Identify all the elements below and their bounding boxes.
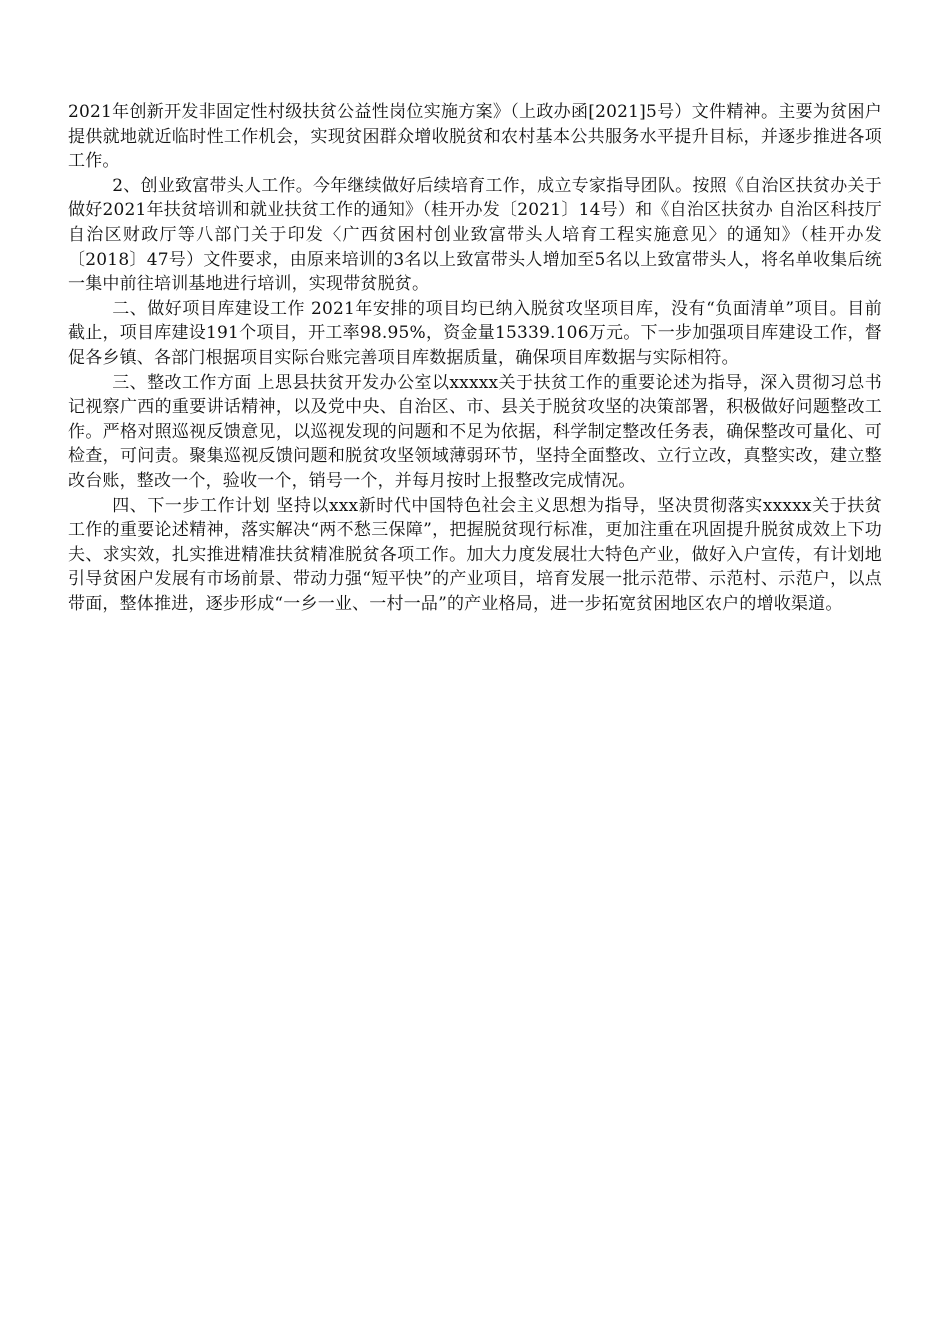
paragraph-rectification: 三、整改工作方面 上思县扶贫开发办公室以xxxxx关于扶贫工作的重要论述为指导，深入贯彻习总书记视察广西的重要讲话精神，以及党中央、自治区、市、县关于脱贫攻坚的决策部署，积极做好问题整改工作。严格对照巡视反馈意见，以巡视发现的问题和不足为依据，科学制定整改任务表，确保整改可量化、可检查，可问责。聚集巡视反馈问题和脱贫攻坚领域薄弱环节，坚持全面整改、立行立改，真整实改，建立整改台账，整改一个，验收一个，销号一个，并每月按时上报整改完成情况。 bbox=[68, 372, 882, 491]
paragraph-project-library: 二、做好项目库建设工作 2021年安排的项目均已纳入脱贫攻坚项目库，没有“负面清单”项目。目前截止，项目库建设191个项目，开工率98.95%，资金量15339.106万元。下一步加强项目库建设工作，督促各乡镇、各部门根据项目实际台账完善项目库数据质量，确保项目库数据与实际相符。 bbox=[68, 298, 882, 368]
paragraph-next-plan: 四、下一步工作计划 坚持以xxx新时代中国特色社会主义思想为指导，坚决贯彻落实xxxxx关于扶贫工作的重要论述精神，落实解决“两不愁三保障”，把握脱贫现行标准，更加注重在巩固提升脱贫成效上下功夫、求实效，扎实推进精准扶贫精准脱贫各项工作。加大力度发展壮大特色产业，做好入户宣传，有计划地引导贫困户发展有市场前景、带动力强“短平快”的产业项目，培育发展一批示范带、示范村、示范户，以点带面，整体推进，逐步形成“一乡一业、一村一品”的产业格局，进一步拓宽贫困地区农户的增收渠道。 bbox=[68, 495, 882, 614]
paragraph-leader-training: 2、创业致富带头人工作。今年继续做好后续培育工作，成立专家指导团队。按照《自治区扶贫办关于做好2021年扶贫培训和就业扶贫工作的通知》（桂开办发〔2021〕14号）和《自治区扶贫办 自治区科技厅 自治区财政厅等八部门关于印发〈广西贫困村创业致富带头人培育工程实施意见〉的通知》（桂开办发〔2018〕47号）文件要求，由原来培训的3名以上致富带头人增加至5名以上致富带头人，将名单收集后统一集中前往培训基地进行培训，实现带贫脱贫。 bbox=[68, 175, 882, 295]
paragraph-intro-continuation: 2021年创新开发非固定性村级扶贫公益性岗位实施方案》（上政办函[2021]5号）文件精神。主要为贫困户提供就地就近临时性工作机会，实现贫困群众增收脱贫和农村基本公共服务水平提升目标，并逐步推进各项工作。 bbox=[68, 102, 882, 172]
document-body bbox=[68, 100, 882, 616]
